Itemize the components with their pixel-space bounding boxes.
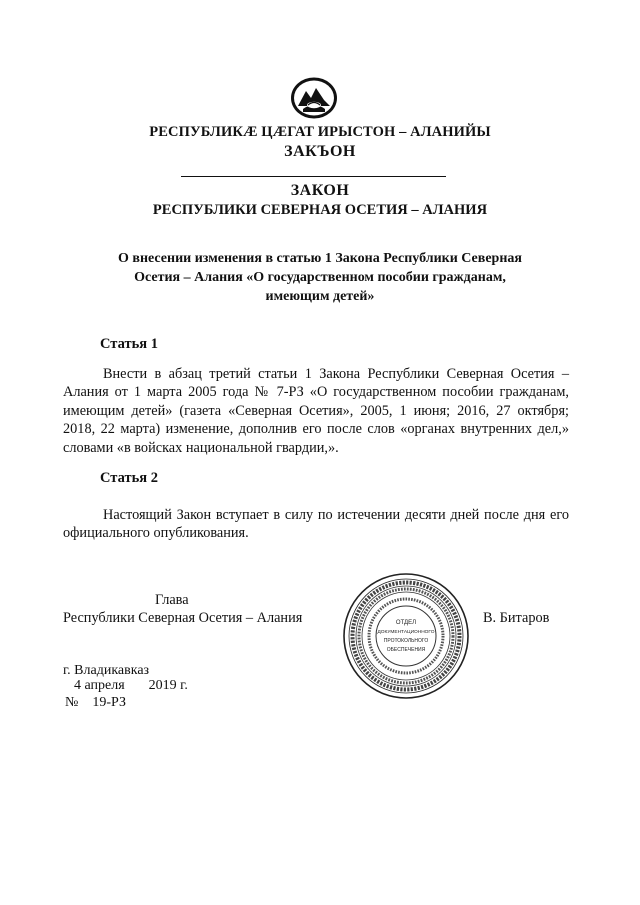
- issue-date-day: 4 апреля: [74, 678, 125, 693]
- article-2-text: Настоящий Закон вступает в силу по истечении десяти дней после дня его официального опубликования.: [63, 507, 569, 542]
- seal-inner-text: ДОКУМЕНТАЦИОННОГО: [377, 630, 435, 635]
- law-label-russian: ЗАКОН: [290, 182, 350, 199]
- coat-of-arms-icon: [289, 76, 339, 120]
- law-number-value: 19-РЗ: [92, 695, 126, 710]
- law-number: [65, 695, 126, 711]
- issue-city: г. Владикавказ: [63, 663, 150, 678]
- official-seal: [341, 571, 471, 701]
- seal-inner-text: ОТДЕЛ: [395, 620, 417, 626]
- article-2-heading: Статья 2: [100, 470, 158, 486]
- issue-date-year: 2019 г.: [148, 678, 188, 693]
- republic-name-russian: РЕСПУБЛИКИ СЕВЕРНАЯ ОСЕТИЯ – АЛАНИЯ: [152, 202, 488, 218]
- signatory-name: В. Битаров: [483, 610, 550, 626]
- republic-name-ossetian: РЕСПУБЛИКÆ ЦÆГАТ ИРЫСТОН – АЛАНИЙЫ: [149, 124, 491, 140]
- law-title-line: имеющим детей»: [265, 289, 375, 304]
- law-title-line: О внесении изменения в статью 1 Закона Республики Северная: [118, 251, 522, 266]
- issue-date: [74, 678, 188, 694]
- law-title-line: Осетия – Алания «О государственном пособии гражданам,: [134, 270, 506, 285]
- signatory-position: Республики Северная Осетия – Алания: [63, 610, 303, 626]
- law-title: [0, 249, 640, 306]
- number-sign: №: [65, 695, 79, 710]
- seal-inner-text: ОБЕСПЕЧЕНИЯ: [386, 647, 426, 653]
- article-1-text: Внести в абзац третий статьи 1 Закона Республики Северная Осетия – Алания от 1 марта 2005 года № 7-РЗ «О государственном пособии гражданам, имеющим детей» (газета «Северная Осетия», 2005, 1 июня; 2016, 27 октября; 2018, 22 марта) изменение, дополнив его после слов «органах внутренних дел,» словами «в войсках национальной гвардии,».: [63, 366, 569, 456]
- header-divider: [181, 176, 446, 177]
- signatory-title: Глава: [155, 592, 189, 608]
- seal-inner-text: ПРОТОКОЛЬНОГО: [383, 638, 429, 644]
- article-1-heading: Статья 1: [100, 336, 158, 352]
- law-label-ossetian: ЗАКЪОН: [284, 143, 356, 160]
